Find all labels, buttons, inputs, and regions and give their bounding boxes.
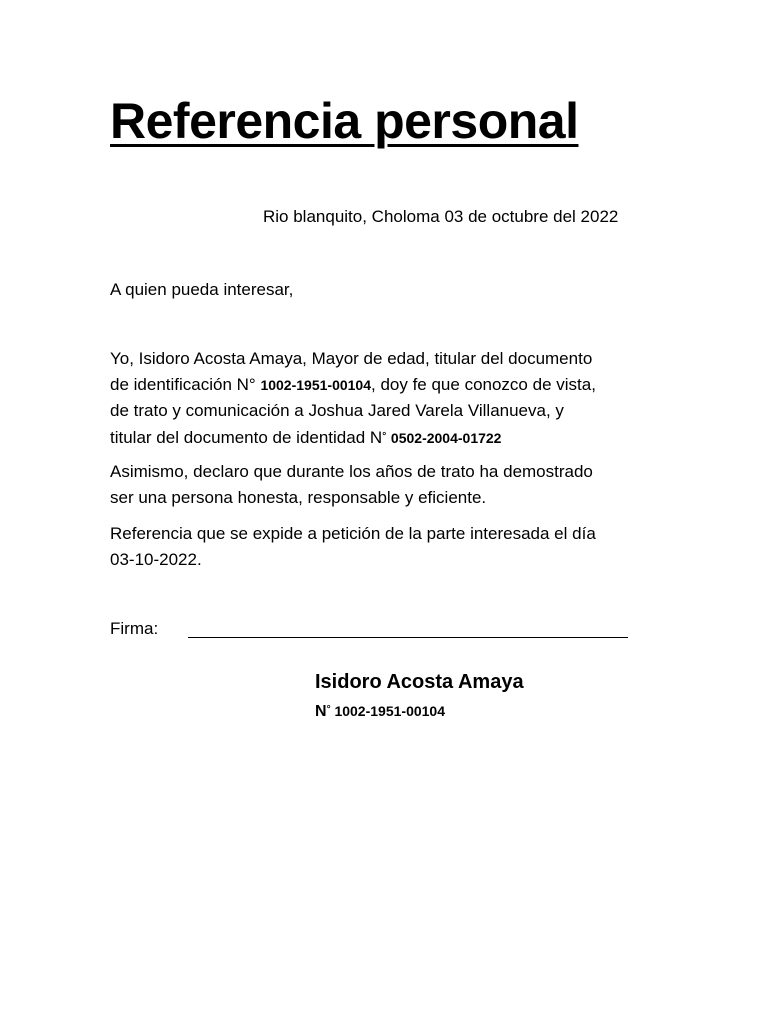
issuance-line-1: Referencia que se expide a petición de la parte interesada el día xyxy=(110,524,596,543)
declaration-line-2 xyxy=(110,372,670,399)
declaration-line-4 xyxy=(110,424,670,452)
signer-id xyxy=(315,703,445,721)
greeting: A quien pueda interesar, xyxy=(110,280,294,299)
declarant-id-number: 1002-1951-00104 xyxy=(260,376,371,393)
declaration-line-2-prefix: de identificación N° xyxy=(110,374,256,394)
paragraph-declaration xyxy=(110,346,670,451)
signature-line xyxy=(188,637,628,638)
signer-degree-sign: ° xyxy=(326,704,331,715)
signer-name: Isidoro Acosta Amaya xyxy=(315,671,524,693)
place-and-date: Rio blanquito, Choloma 03 de octubre del 2022 xyxy=(263,207,619,226)
referee-id-number: 0502-2004-01722 xyxy=(390,429,502,446)
signer-id-number: 1002-1951-00104 xyxy=(334,703,445,719)
issuance-line-2: 03-10-2022. xyxy=(110,549,202,569)
paragraph-issuance xyxy=(110,521,670,572)
declaration-line-2-suffix: , doy fe que conozco de vista, xyxy=(371,374,596,394)
degree-sign: ° xyxy=(382,430,387,442)
qualities-line-2: ser una persona honesta, responsable y eficiente. xyxy=(110,487,487,507)
document-title: Referencia personal xyxy=(110,93,579,149)
qualities-line-1: Asimismo, declaro que durante los años de trato ha demostrado xyxy=(110,462,593,481)
declaration-line-4-prefix: titular del documento de identidad N xyxy=(110,427,383,447)
declaration-line-1: Yo, Isidoro Acosta Amaya, Mayor de edad, titular del documento xyxy=(110,349,593,368)
signature-label: Firma: xyxy=(110,619,159,638)
signer-id-prefix: N xyxy=(315,703,327,720)
paragraph-qualities xyxy=(110,459,670,510)
declaration-line-3: de trato y comunicación a Joshua Jared Varela Villanueva, y xyxy=(110,401,564,420)
